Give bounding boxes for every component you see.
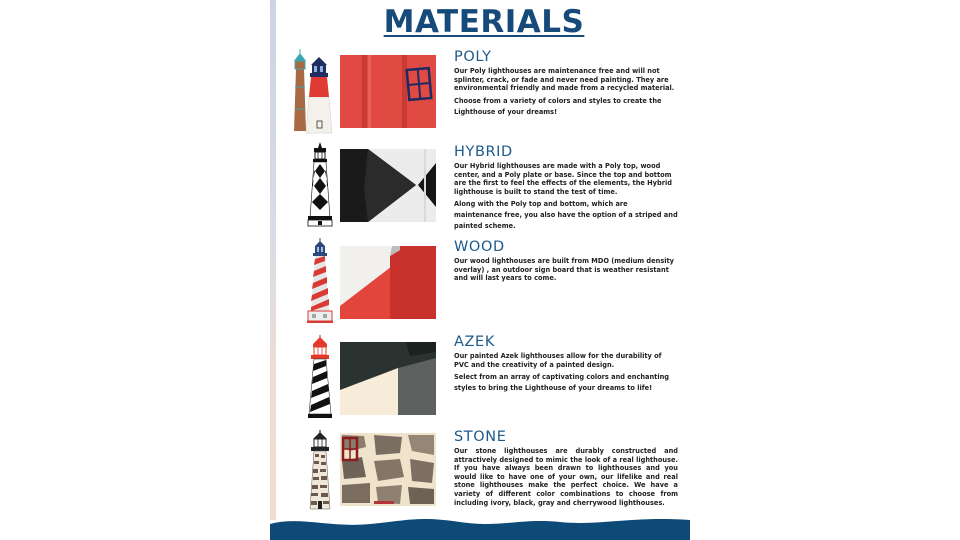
poly-paragraph-2: Choose from a variety of colors and styles to create the Lighthouse of your dreams!	[454, 96, 662, 116]
section-azek	[0, 330, 960, 425]
wood-paragraph-1: Our wood lighthouses are built from MDO (medium density overlay) , an outdoor sign board that is weather resistant and will last years to come.	[454, 257, 674, 283]
hybrid-lighthouse-icon	[288, 140, 338, 228]
section-stone	[0, 425, 960, 520]
hybrid-heading: HYBRID	[454, 144, 513, 160]
hybrid-paragraph-2: Along with the Poly top and bottom, which are maintenance free, you also have the option of a striped and painted scheme.	[454, 200, 678, 231]
azek-paragraph-1: Our painted Azek lighthouses allow for the durability of PVC and the creativity of a painted design.	[454, 352, 662, 369]
hybrid-paragraph-1: Our Hybrid lighthouses are made with a Poly top, wood center, and a Poly plate or base. Since the top and bottom are the first to feel the effects of the elements, the Hybrid lighthouse is built to stand the test of time.	[454, 162, 672, 196]
section-poly	[0, 45, 960, 140]
azek-material-photo	[340, 342, 436, 415]
hybrid-material-photo	[340, 149, 436, 222]
poly-material-photo	[340, 55, 436, 128]
poly-lighthouse-pair-icon	[288, 47, 338, 135]
section-hybrid	[0, 140, 960, 235]
stone-text	[454, 429, 678, 510]
page-title-text: MATERIALS	[383, 4, 585, 40]
azek-heading: AZEK	[454, 334, 495, 350]
wood-lighthouse-icon	[288, 237, 338, 325]
bottom-wave-decoration	[270, 516, 690, 540]
wood-heading: WOOD	[454, 239, 505, 255]
azek-lighthouse-icon	[288, 334, 338, 422]
poly-heading: POLY	[454, 49, 492, 65]
section-wood	[0, 235, 960, 330]
poly-paragraph-1: Our Poly lighthouses are maintenance free and will not splinter, crack, or fade and never need painting. They are environmental friendly and made from a recycled material.	[454, 67, 675, 93]
wood-text	[454, 239, 678, 286]
wood-material-photo	[340, 246, 436, 319]
stone-paragraph-1: Our stone lighthouses are durably constructed and attractively designed to mimic the look of a real lighthouse. If you have always been drawn to lighthouses and you would like to have one of your own, our lifelike and real stone lighthouses make the perfect choice. We have a variety of different color combinations to choose from including ivory, black, gray and cherrywood lighthouses.	[454, 447, 678, 507]
page-title	[270, 4, 698, 40]
stone-heading: STONE	[454, 429, 507, 445]
azek-text	[454, 334, 678, 397]
poly-text	[454, 49, 678, 121]
stone-material-photo	[340, 433, 436, 506]
azek-paragraph-2: Select from an array of captivating colors and enchanting styles to bring the Lighthouse of your dreams to life!	[454, 373, 670, 393]
stone-lighthouse-icon	[288, 429, 338, 517]
hybrid-text	[454, 144, 678, 235]
